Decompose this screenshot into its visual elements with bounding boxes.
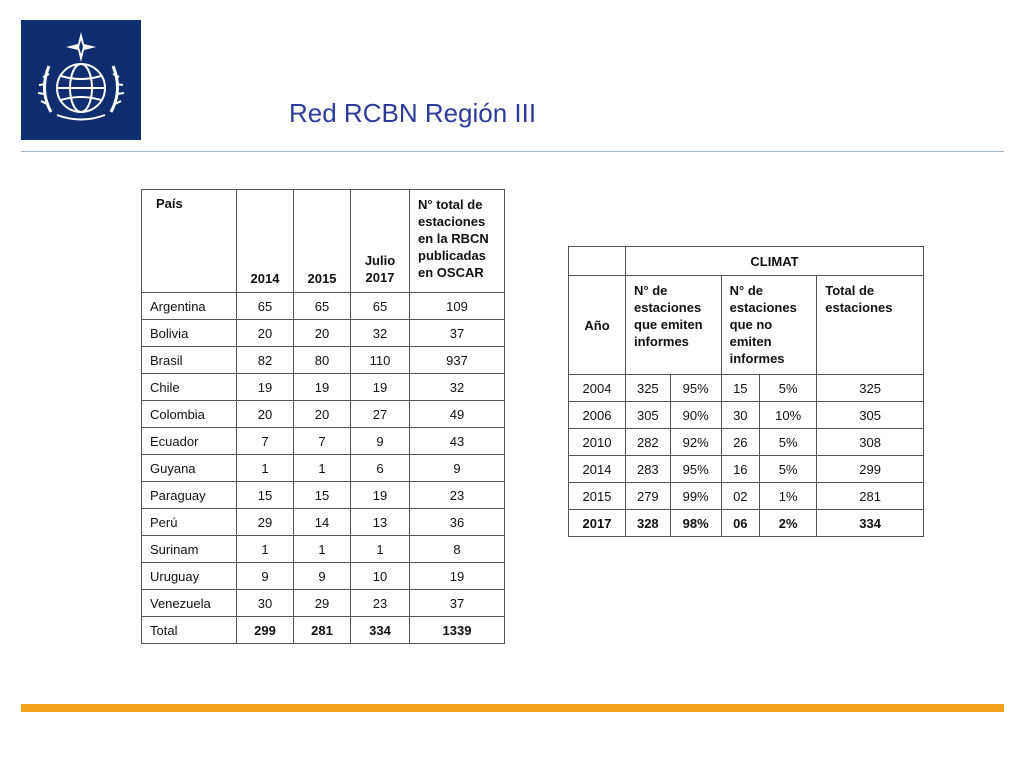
table-row bbox=[142, 320, 505, 347]
year-cell: 2006 bbox=[569, 402, 626, 429]
value-cell: 2% bbox=[759, 510, 816, 537]
year-cell: 2014 bbox=[569, 456, 626, 483]
value-cell: 334 bbox=[351, 617, 410, 644]
value-cell: 15 bbox=[721, 375, 759, 402]
table-row bbox=[569, 402, 924, 429]
value-cell: 26 bbox=[721, 429, 759, 456]
value-cell: 328 bbox=[626, 510, 671, 537]
value-cell: 325 bbox=[817, 375, 924, 402]
value-cell: 281 bbox=[817, 483, 924, 510]
value-cell: 30 bbox=[721, 402, 759, 429]
year-cell: 2004 bbox=[569, 375, 626, 402]
column-header-oscar-total: N° total de estaciones en la RBCN publicadas en OSCAR bbox=[410, 190, 505, 293]
title-divider bbox=[21, 151, 1004, 152]
value-cell: 37 bbox=[410, 590, 505, 617]
country-cell: Bolivia bbox=[142, 320, 237, 347]
value-cell: 23 bbox=[410, 482, 505, 509]
country-cell: Total bbox=[142, 617, 237, 644]
country-cell: Paraguay bbox=[142, 482, 237, 509]
value-cell: 19 bbox=[410, 563, 505, 590]
value-cell: 15 bbox=[237, 482, 294, 509]
value-cell: 20 bbox=[237, 320, 294, 347]
value-cell: 80 bbox=[294, 347, 351, 374]
wmo-emblem-icon bbox=[21, 20, 141, 140]
country-cell: Ecuador bbox=[142, 428, 237, 455]
value-cell: 10 bbox=[351, 563, 410, 590]
value-cell: 20 bbox=[237, 401, 294, 428]
value-cell: 15 bbox=[294, 482, 351, 509]
value-cell: 19 bbox=[351, 374, 410, 401]
value-cell: 90% bbox=[670, 402, 721, 429]
value-cell: 19 bbox=[351, 482, 410, 509]
value-cell: 1 bbox=[294, 536, 351, 563]
value-cell: 82 bbox=[237, 347, 294, 374]
value-cell: 305 bbox=[817, 402, 924, 429]
value-cell: 06 bbox=[721, 510, 759, 537]
value-cell: 37 bbox=[410, 320, 505, 347]
value-cell: 9 bbox=[294, 563, 351, 590]
column-header-year: Año bbox=[569, 276, 626, 375]
column-header-july-2017: Julio 2017 bbox=[351, 190, 410, 293]
value-cell: 1339 bbox=[410, 617, 505, 644]
year-cell: 2010 bbox=[569, 429, 626, 456]
value-cell: 1 bbox=[237, 536, 294, 563]
value-cell: 1 bbox=[351, 536, 410, 563]
wmo-logo bbox=[21, 20, 141, 140]
table-row bbox=[569, 510, 924, 537]
value-cell: 19 bbox=[237, 374, 294, 401]
country-cell: Brasil bbox=[142, 347, 237, 374]
value-cell: 43 bbox=[410, 428, 505, 455]
value-cell: 29 bbox=[237, 509, 294, 536]
value-cell: 110 bbox=[351, 347, 410, 374]
table-row bbox=[569, 456, 924, 483]
climat-table bbox=[568, 246, 924, 537]
value-cell: 282 bbox=[626, 429, 671, 456]
empty-header-cell bbox=[569, 247, 626, 276]
table-row bbox=[142, 374, 505, 401]
country-cell: Perú bbox=[142, 509, 237, 536]
table-header-row bbox=[142, 190, 505, 293]
table-row bbox=[142, 293, 505, 320]
value-cell: 16 bbox=[721, 456, 759, 483]
table-row bbox=[142, 401, 505, 428]
value-cell: 92% bbox=[670, 429, 721, 456]
value-cell: 8 bbox=[410, 536, 505, 563]
value-cell: 1 bbox=[237, 455, 294, 482]
value-cell: 27 bbox=[351, 401, 410, 428]
table-row bbox=[142, 347, 505, 374]
table-row bbox=[142, 428, 505, 455]
value-cell: 32 bbox=[410, 374, 505, 401]
value-cell: 5% bbox=[759, 429, 816, 456]
value-cell: 5% bbox=[759, 456, 816, 483]
value-cell: 9 bbox=[237, 563, 294, 590]
table-row bbox=[569, 483, 924, 510]
value-cell: 10% bbox=[759, 402, 816, 429]
column-header-2014: 2014 bbox=[237, 190, 294, 293]
value-cell: 7 bbox=[237, 428, 294, 455]
table-row bbox=[142, 590, 505, 617]
value-cell: 13 bbox=[351, 509, 410, 536]
value-cell: 49 bbox=[410, 401, 505, 428]
value-cell: 02 bbox=[721, 483, 759, 510]
value-cell: 305 bbox=[626, 402, 671, 429]
column-header-2015: 2015 bbox=[294, 190, 351, 293]
value-cell: 1 bbox=[294, 455, 351, 482]
table-row bbox=[142, 455, 505, 482]
table-row bbox=[569, 429, 924, 456]
table-row bbox=[142, 563, 505, 590]
value-cell: 36 bbox=[410, 509, 505, 536]
value-cell: 937 bbox=[410, 347, 505, 374]
value-cell: 7 bbox=[294, 428, 351, 455]
country-cell: Colombia bbox=[142, 401, 237, 428]
value-cell: 6 bbox=[351, 455, 410, 482]
value-cell: 30 bbox=[237, 590, 294, 617]
column-group-header-climat: CLIMAT bbox=[626, 247, 924, 276]
value-cell: 279 bbox=[626, 483, 671, 510]
value-cell: 1% bbox=[759, 483, 816, 510]
value-cell: 98% bbox=[670, 510, 721, 537]
value-cell: 99% bbox=[670, 483, 721, 510]
value-cell: 9 bbox=[410, 455, 505, 482]
value-cell: 65 bbox=[294, 293, 351, 320]
value-cell: 9 bbox=[351, 428, 410, 455]
value-cell: 334 bbox=[817, 510, 924, 537]
table-group-header-row bbox=[569, 247, 924, 276]
country-cell: Uruguay bbox=[142, 563, 237, 590]
value-cell: 20 bbox=[294, 320, 351, 347]
table-row bbox=[142, 482, 505, 509]
value-cell: 65 bbox=[237, 293, 294, 320]
table-total-row bbox=[142, 617, 505, 644]
column-header-country: País bbox=[142, 190, 237, 293]
value-cell: 283 bbox=[626, 456, 671, 483]
table-row bbox=[142, 536, 505, 563]
table-row bbox=[569, 375, 924, 402]
value-cell: 19 bbox=[294, 374, 351, 401]
value-cell: 95% bbox=[670, 456, 721, 483]
value-cell: 109 bbox=[410, 293, 505, 320]
country-cell: Venezuela bbox=[142, 590, 237, 617]
country-cell: Chile bbox=[142, 374, 237, 401]
country-cell: Guyana bbox=[142, 455, 237, 482]
table-row bbox=[142, 509, 505, 536]
table-header-row bbox=[569, 276, 924, 375]
column-header-total: Total de estaciones bbox=[817, 276, 924, 375]
year-cell: 2017 bbox=[569, 510, 626, 537]
rbcn-stations-table bbox=[141, 189, 505, 644]
value-cell: 299 bbox=[817, 456, 924, 483]
value-cell: 32 bbox=[351, 320, 410, 347]
country-cell: Surinam bbox=[142, 536, 237, 563]
value-cell: 20 bbox=[294, 401, 351, 428]
value-cell: 14 bbox=[294, 509, 351, 536]
value-cell: 23 bbox=[351, 590, 410, 617]
column-header-not-reporting: N° de estaciones que no emiten informes bbox=[721, 276, 817, 375]
country-cell: Argentina bbox=[142, 293, 237, 320]
value-cell: 29 bbox=[294, 590, 351, 617]
value-cell: 308 bbox=[817, 429, 924, 456]
value-cell: 299 bbox=[237, 617, 294, 644]
value-cell: 325 bbox=[626, 375, 671, 402]
year-cell: 2015 bbox=[569, 483, 626, 510]
footer-accent-bar bbox=[21, 704, 1004, 712]
column-header-reporting: N° de estaciones que emiten informes bbox=[626, 276, 722, 375]
value-cell: 65 bbox=[351, 293, 410, 320]
value-cell: 95% bbox=[670, 375, 721, 402]
value-cell: 281 bbox=[294, 617, 351, 644]
value-cell: 5% bbox=[759, 375, 816, 402]
page-title: Red RCBN Región III bbox=[289, 98, 537, 128]
